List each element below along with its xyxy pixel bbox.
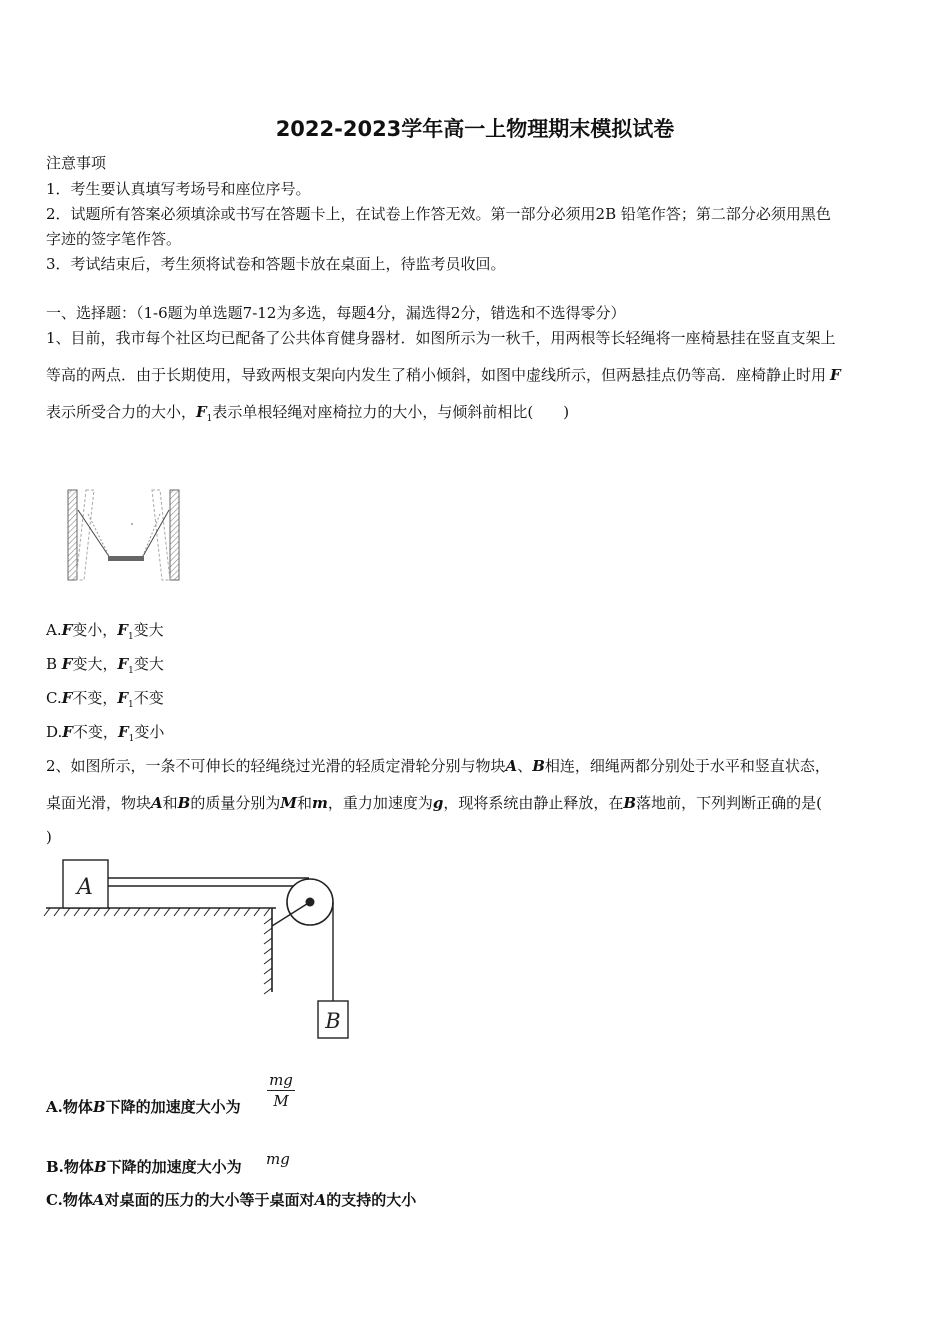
q1-line-1: 1、目前，我市每个社区均已配备了公共体育健身器材．如图所示为一秋千，用两根等长轻绳将一座椅悬挂在竖直支架上 <box>46 329 836 347</box>
q2-line-2: 桌面光滑，物块A和B的质量分别为M和m，重力加速度为g，现将系统由静止释放，在B落地前，下列判断正确的是( <box>46 794 822 812</box>
left-rope <box>78 510 110 558</box>
q2-option-b-expression: mg <box>266 1150 290 1168</box>
notice-item-2-cont: 字迹的签字笔作答。 <box>46 230 182 248</box>
notice-item-1: 1．考生要认真填写考场号和座位序号。 <box>46 180 311 198</box>
swing-figure <box>64 486 194 586</box>
page-title: 2022-2023学年高一上物理期末模拟试卷 <box>275 117 675 141</box>
block-b-label: B <box>325 1009 341 1033</box>
notice-item-2: 2．试题所有答案必须填涂或书写在答题卡上，在试卷上作答无效。第一部分必须用2B 铅笔作答；第二部分必须用黑色 <box>46 205 831 223</box>
block-a-label: A <box>77 875 93 900</box>
q2-option-a[interactable]: A.物体B下降的加速度大小为 <box>46 1098 241 1116</box>
q1-option-c[interactable]: C.F不变，$F_1$不变 <box>46 689 164 710</box>
fraction-denominator: M <box>273 1092 289 1110</box>
q1-option-b[interactable]: B F变大，$F_1$变大 <box>46 655 164 676</box>
notice-heading: 注意事项 <box>46 154 107 172</box>
swing-seat <box>108 556 144 561</box>
pulley-figure <box>44 856 364 1046</box>
fraction-bar <box>267 1090 295 1091</box>
fraction-numerator: mg <box>269 1071 293 1089</box>
q1-option-d[interactable]: D.F不变，$F_1$变小 <box>46 723 165 744</box>
q2-option-c[interactable]: C.物体A对桌面的压力的大小等于桌面对A的支持的大小 <box>46 1191 417 1209</box>
q2-option-a-fraction <box>267 1071 295 1110</box>
section-heading: 一、选择题：（1-6题为单选题7-12为多选，每题4分，漏选得2分，错选和不选得零分） <box>46 304 626 322</box>
left-tilted-post <box>76 490 94 580</box>
right-post <box>170 490 179 580</box>
q1-option-a[interactable]: A.F变小，$F_1$变大 <box>46 621 164 642</box>
q2-option-b[interactable]: B.物体B下降的加速度大小为 <box>46 1158 242 1176</box>
q2-line-3: ) <box>46 828 52 846</box>
left-post <box>68 490 77 580</box>
q1-line-3: 表示所受合力的大小，$F_1$表示单根轻绳对座椅拉力的大小，与倾斜前相比( ) <box>46 403 570 424</box>
notice-item-3: 3．考试结束后，考生须将试卷和答题卡放在桌面上，待监考员收回。 <box>46 255 506 273</box>
q1-line-2: 等高的两点．由于长期使用，导致两根支架向内发生了稍小倾斜，如图中虚线所示，但两悬挂点仍等高．座椅静止时用 F <box>46 366 841 384</box>
q2-line-1: 2、如图所示，一条不可伸长的轻绳绕过光滑的轻质定滑轮分别与物块A、B相连，细绳两都分别处于水平和竖直状态， <box>46 757 830 775</box>
